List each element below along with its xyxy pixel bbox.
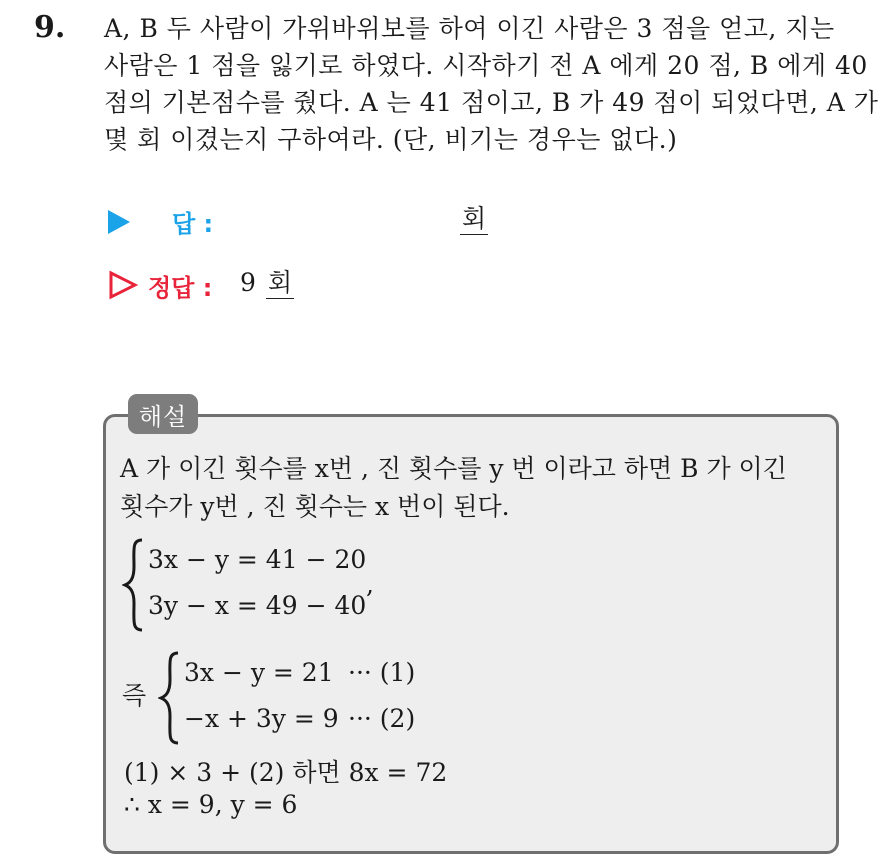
- solution-conclusion: ∴ x = 9, y = 6: [124, 790, 298, 819]
- equation-tag: ··· (1): [348, 658, 416, 687]
- answer-label: 답 :: [172, 210, 214, 238]
- equation: −x + 3y = 9: [184, 704, 339, 733]
- solution-line: A 가 이긴 횟수를 x번 , 진 횟수를 y 번 이라고 하면 B 가 이긴: [120, 454, 787, 483]
- left-brace-icon: [122, 537, 146, 633]
- equation-system-1: [122, 537, 402, 633]
- left-brace-icon: [158, 650, 182, 746]
- solution-badge: 해설: [128, 394, 198, 434]
- question-line: A, B 두 사람이 가위바위보를 하여 이긴 사람은 3 점을 얻고, 지는: [104, 14, 835, 43]
- answer-unit: 회: [462, 204, 487, 233]
- question-line: 사람은 1 점을 잃기로 하였다. 시작하기 전 A 에게 20 점, B 에게 40: [104, 51, 868, 80]
- play-triangle-icon: [108, 210, 130, 234]
- system-comma: ,: [366, 570, 374, 599]
- outline-triangle-icon: [108, 270, 138, 300]
- solution-line: 횟수가 y번 , 진 횟수는 x 번이 된다.: [120, 492, 510, 521]
- equation: 3x − y = 21: [184, 658, 334, 687]
- question-line: 몇 회 이겼는지 구하여라. (단, 비기는 경우는 없다.): [104, 125, 678, 154]
- equation: 3y − x = 49 − 40: [148, 591, 367, 620]
- system-prefix: 즉: [122, 681, 147, 710]
- correct-label: 정답 :: [148, 274, 213, 302]
- solution-text: [120, 450, 830, 526]
- correct-unit: 회: [268, 268, 293, 297]
- solution-step: (1) × 3 + (2) 하면 8x = 72: [124, 758, 448, 787]
- correct-answer-row: [108, 266, 528, 306]
- equation-tag: ··· (2): [348, 704, 416, 733]
- equation-system-2: [122, 650, 442, 746]
- equation: 3x − y = 41 − 20: [148, 545, 367, 574]
- question-line: 점의 기본점수를 줬다. A 는 41 점이고, B 가 49 점이 되었다면, A 가: [104, 88, 879, 117]
- question-text: [104, 10, 879, 158]
- correct-value: 9: [240, 268, 256, 297]
- question-number: 9.: [34, 10, 66, 45]
- answer-row: [108, 202, 528, 242]
